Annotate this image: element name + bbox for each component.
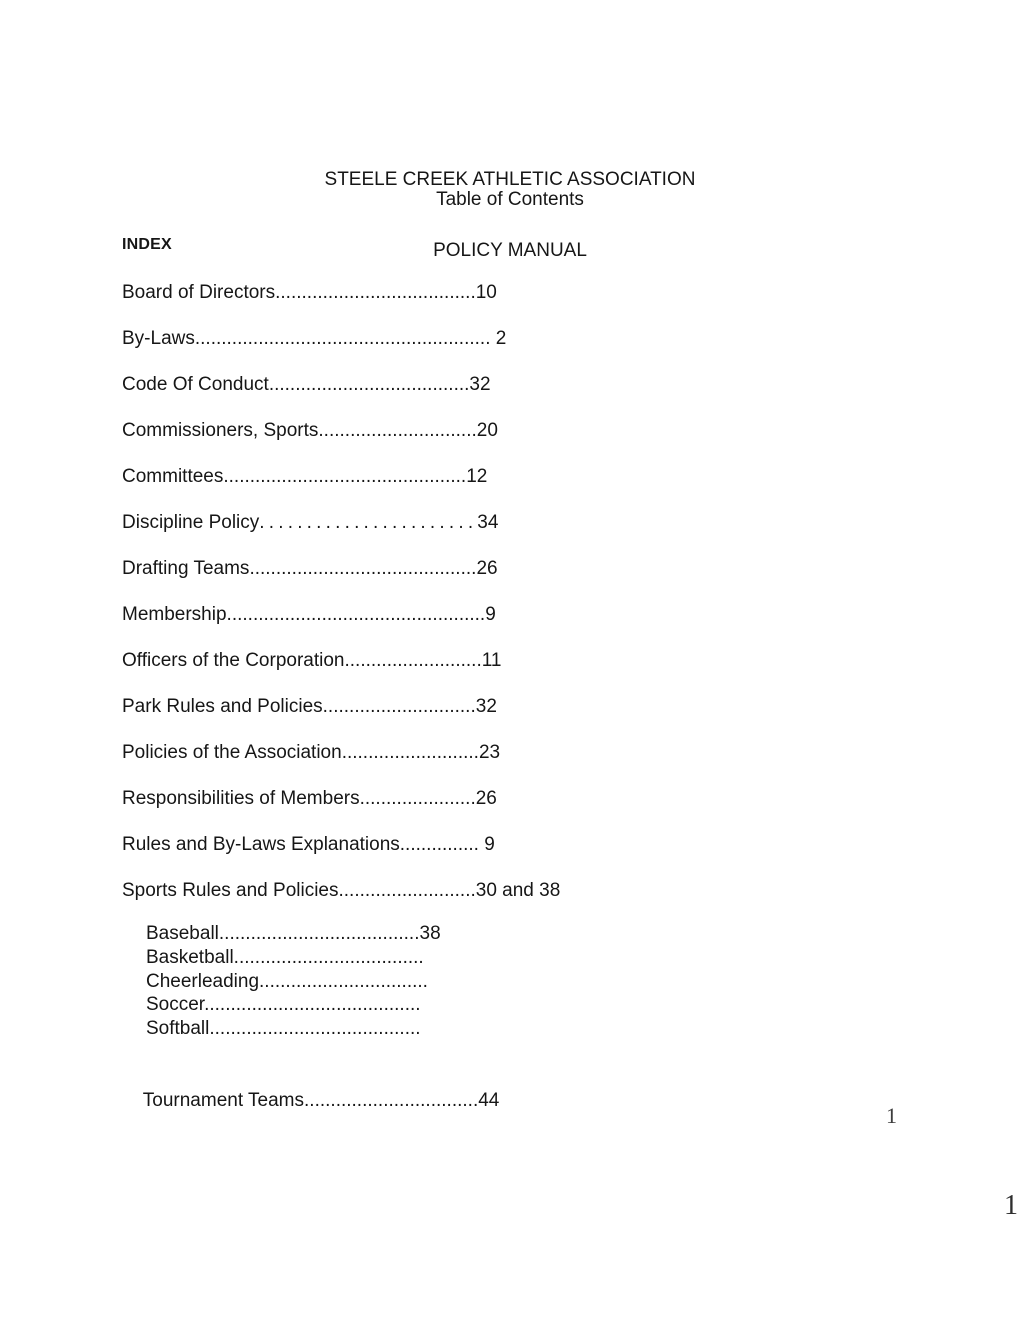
toc-leader-dots: ........................................... (249, 558, 477, 579)
toc-entry (146, 922, 441, 946)
toc-leader-dots: .......................... (338, 880, 476, 901)
toc-entry (122, 362, 560, 408)
toc-page-number: 38 (419, 923, 441, 944)
toc-entry-label: Rules and By-Laws Explanations (122, 834, 400, 855)
toc-entry-tournament-teams (122, 1065, 499, 1136)
toc-leader-dots: .......................... (344, 650, 482, 671)
toc-leader-dots: .............................. (318, 420, 477, 441)
toc-page-number: 30 and 38 (475, 880, 561, 901)
toc-leader-dots: ...................................... (268, 374, 470, 395)
toc-page-number: 26 (475, 788, 497, 809)
toc-sub-list (146, 922, 441, 1041)
toc-leader-dots: ...................................... (218, 923, 420, 944)
toc-entry-label: Sports Rules and Policies (122, 880, 339, 901)
index-heading: INDEX (122, 236, 172, 253)
toc-leader-dots: .......................... (341, 742, 479, 763)
toc-page-number: 10 (475, 282, 497, 303)
toc-entry-label: Commissioners, Sports (122, 420, 319, 441)
toc-leader-dots: ....................... (259, 512, 478, 533)
toc-page-number: 23 (478, 742, 501, 763)
toc-entry-label: Officers of the Corporation (122, 650, 345, 671)
title-line-1: STEELE CREEK ATHLETIC ASSOCIATION (324, 169, 696, 190)
toc-leader-dots: .............................................. (223, 466, 467, 487)
toc-entry-label: Policies of the Association (122, 742, 342, 763)
toc-entry-label: Committees (122, 466, 224, 487)
toc-page-number: 12 (466, 466, 488, 487)
toc-entry (122, 592, 560, 638)
toc-entry-label: Discipline Policy (122, 512, 260, 533)
toc-entry (122, 500, 560, 546)
toc-entry-label: Baseball (146, 923, 219, 944)
toc-page-number: 9 (485, 604, 496, 625)
inner-footer-page-number: 1 (886, 1103, 897, 1128)
toc-entry (122, 822, 560, 868)
toc-entry-label: Park Rules and Policies (122, 696, 323, 717)
title-line-2: POLICY MANUAL (433, 239, 587, 261)
toc-page-number: 44 (478, 1089, 500, 1111)
toc-entry (122, 270, 560, 316)
toc-entry (146, 993, 441, 1017)
toc-entry-label: Drafting Teams (122, 558, 250, 579)
toc-leader-dots: ...................................... (275, 282, 476, 303)
toc-leader-dots: ........................................................ (194, 328, 496, 349)
toc-entry (122, 316, 560, 362)
toc-leader-dots: ................................ (259, 970, 428, 992)
toc-page-number: 32 (475, 696, 497, 717)
toc-leader-dots: ............................. (322, 696, 476, 717)
toc-entry-label: Code Of Conduct (122, 374, 269, 395)
toc-leader-dots: ................................. (304, 1089, 479, 1111)
toc-page-number: 11 (481, 650, 502, 671)
toc-entry-label: Basketball (146, 946, 234, 968)
toc-entry (122, 776, 560, 822)
toc-entry (122, 408, 560, 454)
toc-entry (122, 454, 560, 500)
toc-entry (122, 684, 560, 730)
toc-list (122, 270, 560, 914)
toc-page-number: 20 (476, 420, 498, 441)
toc-page-number: 34 (477, 512, 499, 533)
toc-leader-dots: ............... (399, 834, 485, 855)
toc-page-number: 2 (495, 328, 507, 349)
toc-entry (146, 1017, 441, 1041)
toc-entry (122, 868, 560, 914)
toc-leader-dots: ........................................ (209, 1018, 421, 1040)
page-number: 1 (1004, 1190, 1018, 1221)
toc-page-number: 26 (476, 558, 498, 579)
toc-entry-label: Tournament Teams (142, 1089, 305, 1111)
toc-leader-dots: ...................... (359, 788, 476, 809)
toc-entry-label: Board of Directors (122, 282, 276, 303)
toc-page-number: 32 (469, 374, 491, 395)
toc-entry (122, 638, 560, 684)
toc-entry-label: By-Laws (122, 328, 195, 349)
toc-entry (122, 546, 560, 592)
toc-entry-label: Softball (146, 1018, 210, 1040)
toc-entry-label: Responsibilities of Members (122, 788, 360, 809)
toc-entry (122, 730, 560, 776)
toc-entry (146, 970, 441, 994)
toc-leader-dots: ......................................... (204, 994, 421, 1016)
toc-entry-label: Soccer (146, 994, 205, 1016)
toc-entry-label: Membership (122, 604, 227, 625)
toc-leader-dots: ................................................. (226, 604, 486, 625)
toc-entry-label: Cheerleading (146, 970, 260, 992)
toc-leader-dots: .................................... (233, 946, 424, 968)
table-of-contents-heading: Table of Contents (436, 189, 584, 210)
toc-entry (146, 946, 441, 970)
toc-page-number: 9 (484, 834, 495, 855)
